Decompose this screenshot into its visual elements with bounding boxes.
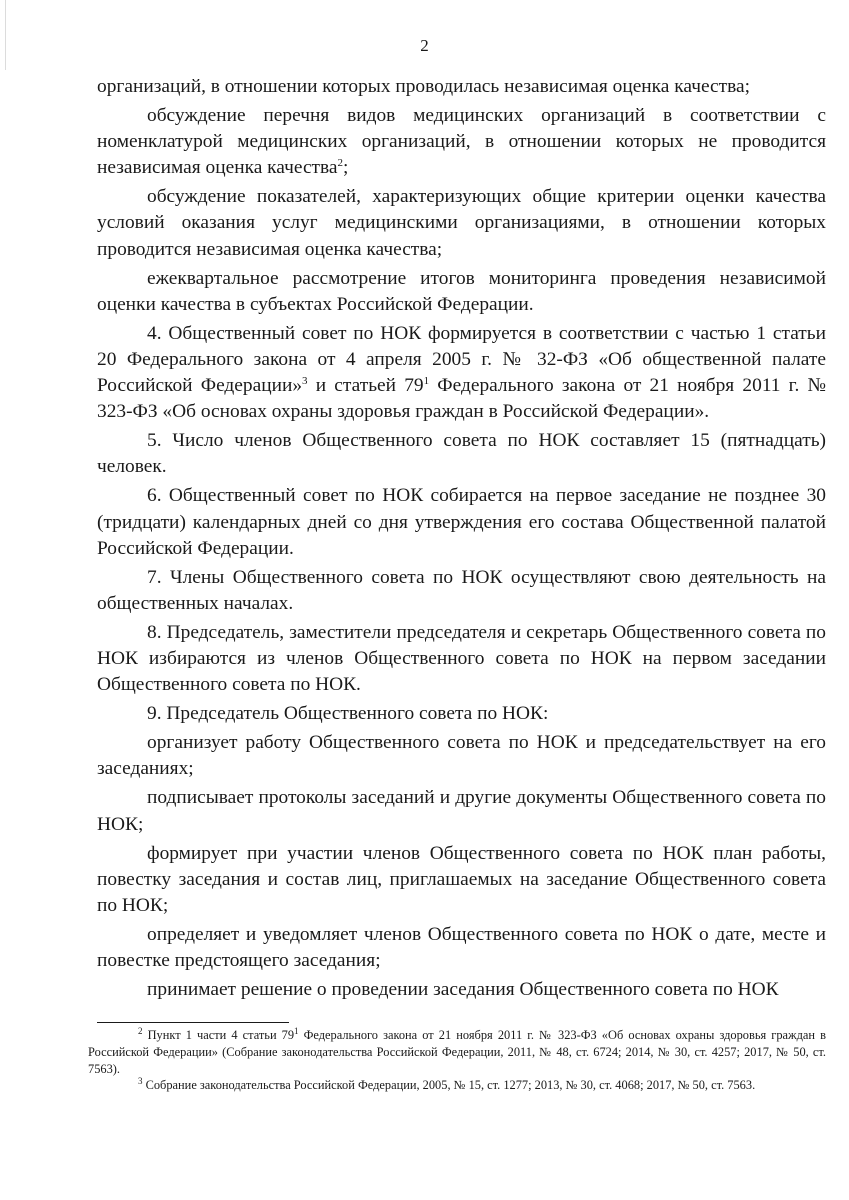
- superscript: 1: [294, 1026, 299, 1036]
- paragraph: определяет и уведомляет членов Общественного совета по НОК о дате, месте и повестке предстоящего заседания;: [97, 923, 826, 971]
- document-body: [97, 74, 826, 1006]
- paragraph: формирует при участии членов Общественного совета по НОК план работы, повестку заседания и состав лиц, приглашаемых на заседание Общественного совета по НОК;: [97, 842, 826, 916]
- paragraph: обсуждение перечня видов медицинских организаций в соответствии с номенклатурой медицинских организаций, в отношении которых не проводится независимая оценка качества$^2$;: [97, 105, 826, 179]
- footnote-separator: [97, 1022, 289, 1023]
- footnote-ref: 3: [302, 375, 308, 388]
- footnote-mark: 2: [138, 1026, 143, 1036]
- paragraph: ежеквартальное рассмотрение итогов мониторинга проведения независимой оценки качества в субъектах Российской Федерации.: [97, 267, 826, 315]
- footnote: $^2$ Пункт 1 части 4 статьи $79^1$ Федерального закона от 21 ноября 2011 г. № 323-ФЗ «Об основах охраны здоровья граждан в Российской Федерации» (Собрание законодательства Российской Федерации, 2011, № 48, ст. 6724; 2014, № 30, ст. 4257; 2017, № 50, ст. 7563).: [88, 1026, 826, 1076]
- page-number: 2: [420, 36, 429, 55]
- paragraph: 6. Общественный совет по НОК собирается на первое заседание не позднее 30 (тридцати) календарных дней со дня утверждения его состава Общественной палатой Российской Федерации.: [97, 485, 826, 559]
- scan-edge-line: [5, 0, 6, 70]
- paragraph: 8. Председатель, заместители председателя и секретарь Общественного совета по НОК избираются из членов Общественного совета по НОК на первом заседании Общественного совета по НОК.: [97, 621, 826, 696]
- paragraph: 7. Члены Общественного совета по НОК осуществляют свою деятельность на общественных началах.: [97, 566, 826, 614]
- superscript: 1: [423, 375, 430, 388]
- footnote-ref: 2: [337, 157, 344, 170]
- paragraph: подписывает протоколы заседаний и другие документы Общественного совета по НОК;: [97, 787, 826, 835]
- paragraph: 9. Председатель Общественного совета по НОК:: [147, 703, 549, 725]
- footnote: $^3$ Собрание законодательства Российской Федерации, 2005, № 15, ст. 1277; 2013, № 30, ст. 4068; 2017, № 50, ст. 7563.: [138, 1076, 756, 1093]
- paragraph: 5. Число членов Общественного совета по НОК составляет 15 (пятнадцать) человек.: [97, 430, 826, 478]
- footnotes: [88, 1027, 826, 1094]
- paragraph: организует работу Общественного совета по НОК и председательствует на его заседаниях;: [97, 732, 826, 780]
- paragraph: 4. Общественный совет по НОК формируется в соответствии с частью 1 статьи 20 Федерального закона от 4 апреля 2005 г. № 32-ФЗ «Об общественной палате Российской Федерации»$^3$ и статьей $79^1$ Федерального закона от 21 ноября 2011 г. № 323-ФЗ «Об основах охраны здоровья граждан в Российской Федерации».: [97, 322, 826, 423]
- paragraph: обсуждение показателей, характеризующих общие критерии оценки качества условий оказания услуг медицинскими организациями, в отношении которых проводится независимая оценка качества;: [97, 186, 826, 260]
- footnote-mark: 3: [138, 1076, 143, 1087]
- paragraph: организаций, в отношении которых проводилась независимая оценка качества;: [97, 76, 751, 97]
- paragraph: принимает решение о проведении заседания Общественного совета по НОК: [147, 979, 779, 1001]
